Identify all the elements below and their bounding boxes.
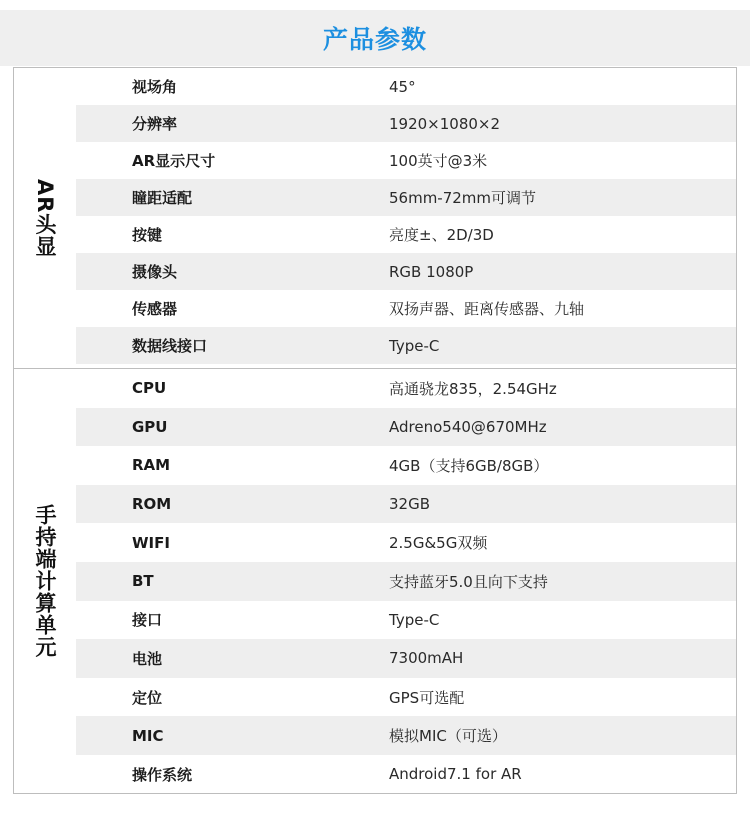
spec-value: Type-C (389, 610, 440, 629)
spec-rows (76, 369, 736, 794)
spec-row (76, 678, 736, 717)
section-label-container (14, 68, 76, 368)
spec-value: Android7.1 for AR (389, 765, 522, 784)
spec-value: 1920×1080×2 (389, 114, 501, 133)
section-handheld-unit (13, 368, 737, 794)
spec-key: 定位 (132, 688, 163, 707)
section-label: AR头显 (33, 178, 57, 258)
spec-value: 7300mAH (389, 649, 464, 668)
spec-value: 4GB（支持6GB/8GB） (389, 456, 549, 475)
spec-value: 2.5G&5G双频 (389, 534, 488, 553)
spec-key: 分辨率 (132, 115, 178, 133)
spec-value: 100英寸@3米 (389, 152, 488, 170)
spec-value: 56mm-72mm可调节 (389, 189, 537, 207)
spec-row (76, 755, 736, 794)
spec-row (76, 68, 736, 105)
spec-key: CPU (132, 379, 167, 398)
spec-row (76, 105, 736, 142)
spec-value: 模拟MIC（可选） (389, 727, 507, 746)
page-title: 产品参数 (322, 25, 427, 54)
spec-key: 摄像头 (132, 263, 178, 281)
spec-key: 瞳距适配 (132, 189, 193, 207)
section-label-container (14, 369, 76, 793)
spec-key: 数据线接口 (132, 337, 208, 355)
spec-value: 亮度±、2D/3D (389, 226, 494, 244)
spec-key: BT (132, 572, 154, 591)
spec-key: 按键 (132, 226, 163, 244)
spec-rows (76, 68, 736, 364)
spec-value: RGB 1080P (389, 262, 474, 281)
spec-row (76, 216, 736, 253)
spec-row (76, 253, 736, 290)
spec-row (76, 639, 736, 678)
spec-key: 视场角 (132, 78, 178, 96)
spec-row (76, 485, 736, 524)
spec-value: Adreno540@670MHz (389, 417, 547, 436)
spec-row (76, 716, 736, 755)
spec-value: GPS可选配 (389, 688, 465, 707)
spec-row (76, 446, 736, 485)
spec-row (76, 142, 736, 179)
spec-value: 45° (389, 77, 416, 96)
spec-row (76, 327, 736, 364)
spec-row (76, 601, 736, 640)
spec-row (76, 179, 736, 216)
spec-key: 操作系统 (132, 765, 193, 784)
spec-value: 双扬声器、距离传感器、九轴 (389, 300, 585, 318)
spec-row (76, 523, 736, 562)
spec-row (76, 408, 736, 447)
spec-value: 高通骁龙835，2.54GHz (389, 379, 557, 398)
spec-value: 32GB (389, 495, 431, 514)
spec-key: MIC (132, 726, 164, 745)
spec-key: RAM (132, 456, 171, 475)
spec-key: 接口 (132, 611, 163, 630)
spec-key: AR显示尺寸 (132, 152, 216, 170)
spec-value: 支持蓝牙5.0且向下支持 (389, 572, 548, 591)
section-label: 手持端计算单元 (33, 504, 57, 658)
spec-key: WIFI (132, 533, 170, 552)
spec-value: Type-C (389, 336, 440, 355)
spec-key: 电池 (132, 649, 163, 668)
spec-key: 传感器 (132, 300, 178, 318)
spec-key: GPU (132, 417, 168, 436)
spec-key: ROM (132, 495, 172, 514)
spec-row (76, 290, 736, 327)
page-header (0, 10, 750, 66)
spec-row (76, 369, 736, 408)
section-ar-headset (13, 67, 737, 369)
spec-row (76, 562, 736, 601)
